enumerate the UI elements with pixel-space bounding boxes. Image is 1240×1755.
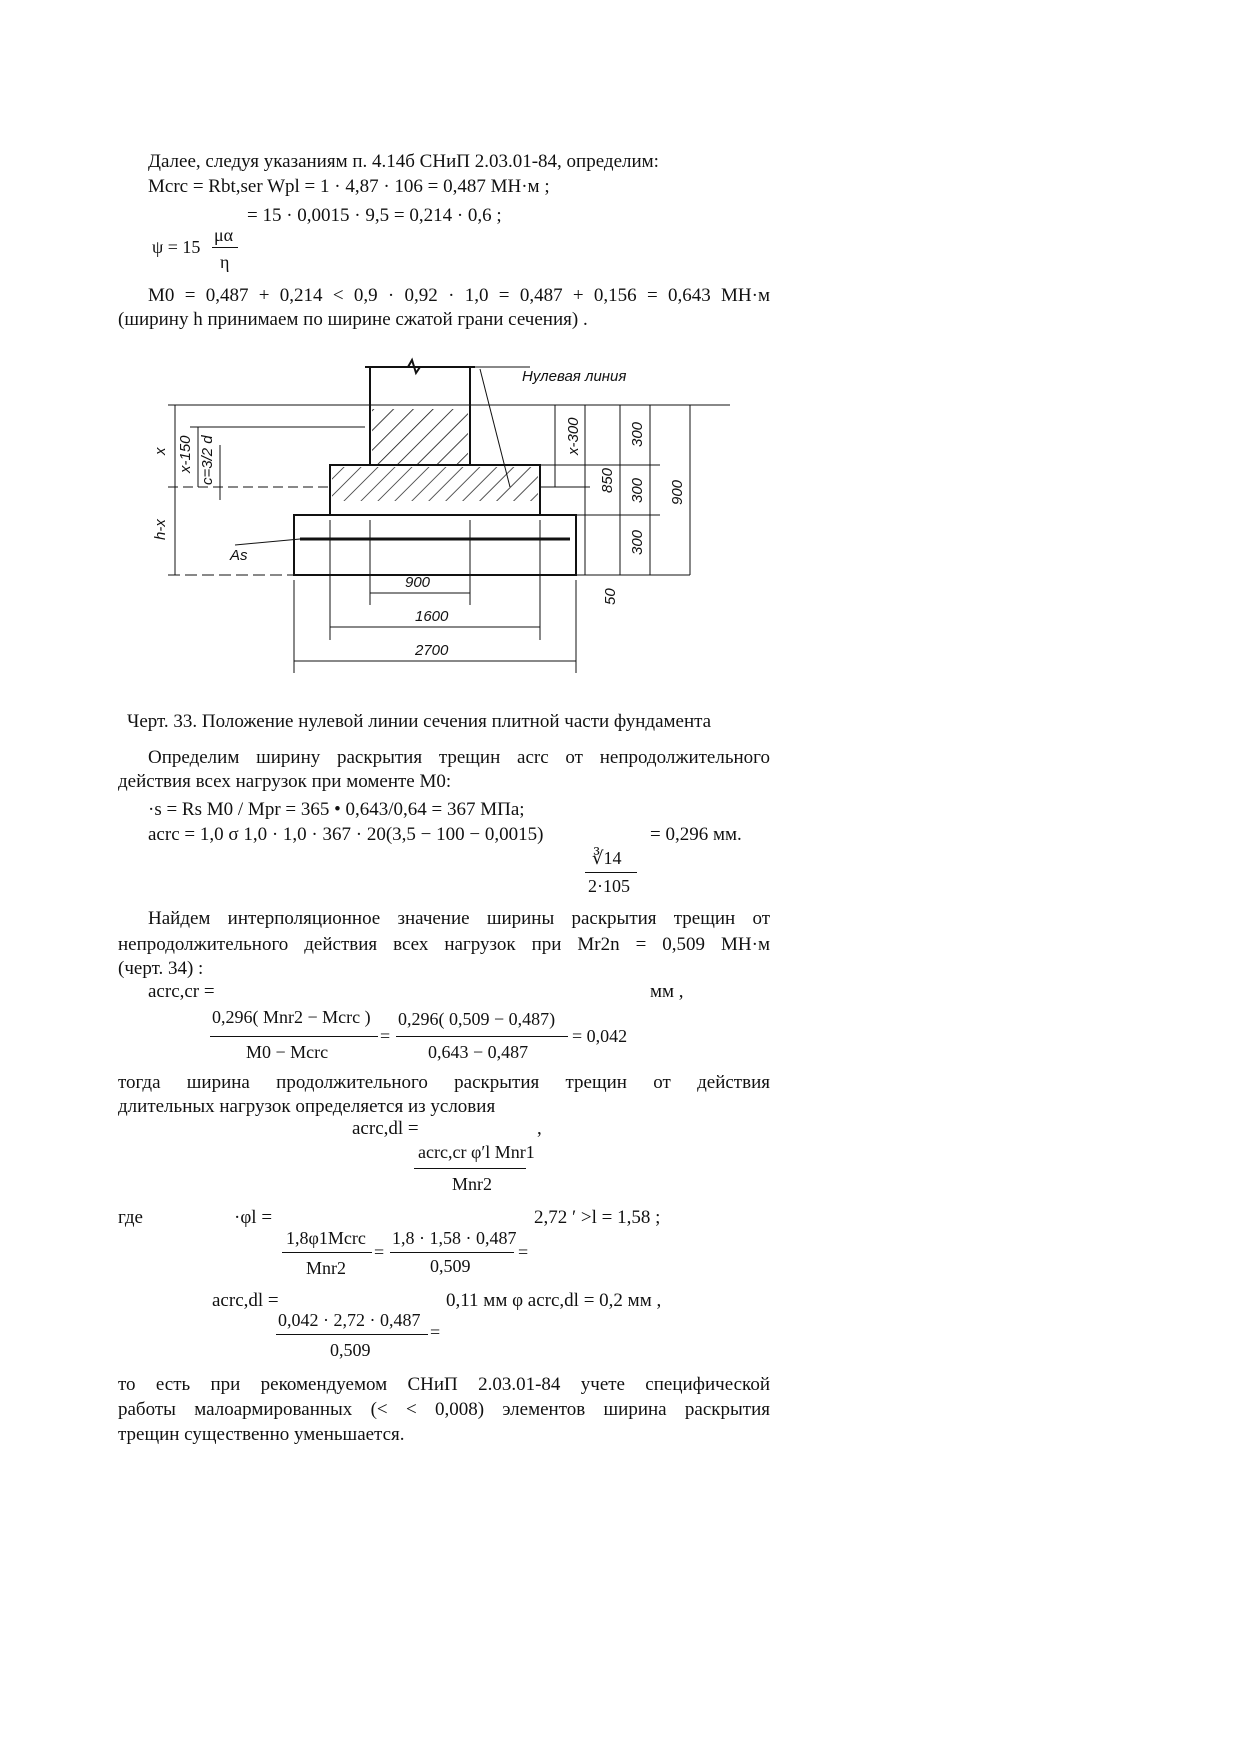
cbrt-denominator: 2·105: [588, 876, 630, 896]
column-compressed-zone: [372, 409, 468, 465]
mcrc-equation: Mcrc = Rbt,ser Wpl = 1 · 4,87 · 106 = 0,487 МН·м ;: [148, 176, 550, 197]
f3-numerator: acrc,cr φ′l Mnr1: [418, 1142, 535, 1162]
f5-fraction-bar: [390, 1252, 514, 1253]
psi-denominator: η: [220, 252, 230, 272]
dim-900-vertical-label: 900: [669, 479, 686, 505]
f4-numerator: 1,8φ1Mcrc: [286, 1228, 366, 1248]
dim-300-mid-label: 300: [629, 477, 646, 503]
f6-numerator: 0,042 · 2,72 · 0,487: [278, 1310, 421, 1330]
phi-result: 2,72 ′ >l = 1,58 ;: [534, 1207, 661, 1228]
dim-2700-label: 2700: [415, 642, 449, 659]
dim-x300-label: x-300: [565, 417, 582, 455]
f2-result: = 0,042: [572, 1026, 628, 1046]
middle-compressed-zone: [332, 467, 538, 501]
dim-300-top-label: 300: [629, 421, 646, 447]
f4-fraction-bar: [282, 1252, 372, 1253]
m0-line-2: (ширину h принимаем по ширине сжатой грани сечения) .: [118, 309, 588, 330]
f4-equals: =: [374, 1242, 385, 1262]
acrc-result: = 0,296 мм.: [650, 824, 742, 845]
f6-denominator: 0,509: [330, 1340, 371, 1360]
conclusion-line-2: работы малоармированных (< < 0,008) элементов ширина раскрытия: [118, 1399, 770, 1420]
foundation-section-drawing: [150, 355, 750, 685]
sigma-equation: ·s = Rs M0 / Mpr = 365 • 0,643/0,64 = 367 МПа;: [148, 799, 525, 820]
longterm-para-line-2: длительных нагрузок определяется из условия: [118, 1096, 496, 1117]
f2-numerator: 0,296( 0,509 − 0,487): [398, 1009, 556, 1029]
dim-x150-label: x-150: [177, 435, 194, 473]
acrccr-lhs: acrc,cr =: [148, 981, 215, 1002]
acrccr-unit: мм ,: [650, 981, 684, 1002]
f3-denominator: Mnr2: [452, 1174, 492, 1194]
interp-para-line-2: непродолжительного действия всех нагрузок при Mr2n = 0,509 МН·м: [118, 934, 770, 955]
acrcdl-lhs: acrc,dl =: [352, 1118, 419, 1139]
crack-para-line-2: действия всех нагрузок при моменте M0:: [118, 771, 452, 792]
interp-para-line-1: Найдем интерполяционное значение ширины раскрытия трещин от: [148, 908, 770, 929]
dim-850-label: 850: [599, 467, 616, 493]
conclusion-line-1: то есть при рекомендуемом СНиП 2.03.01-84 учете специфической: [118, 1374, 770, 1395]
dim-as-label: As: [230, 547, 248, 564]
dim-50-label: 50: [602, 588, 619, 605]
dim-c-label: c=3/2 d: [199, 435, 216, 485]
acrc-equation: acrc = 1,0 σ 1,0 · 1,0 · 367 · 20(3,5 − 100 − 0,0015): [148, 824, 544, 845]
acrcdl-comma: ,: [537, 1118, 542, 1139]
figure-caption: Черт. 33. Положение нулевой линии сечения плитной части фундамента: [127, 711, 712, 732]
phi-lhs: ·φl =: [234, 1207, 273, 1228]
f5-equals: =: [518, 1242, 529, 1262]
m0-line-1: M0 = 0,487 + 0,214 < 0,9 · 0,92 · 1,0 = 0,487 + 0,156 = 0,643 МН·м: [148, 285, 770, 306]
intro-text: Далее, следуя указаниям п. 4.14б СНиП 2.03.01-84, определим:: [148, 151, 659, 172]
bottom-slab: [294, 515, 576, 575]
f2-denominator: 0,643 − 0,487: [428, 1042, 529, 1062]
f1-numerator: 0,296( Mnr2 − Mcrc ): [212, 1007, 371, 1027]
dim-1600-label: 1600: [415, 608, 449, 625]
dim-hx-label: h-x: [152, 519, 169, 540]
f1-fraction-bar: [210, 1036, 378, 1037]
crack-para-line-1: Определим ширину раскрытия трещин acrc от непродолжительного: [148, 747, 770, 768]
null-line-label: Нулевая линия: [522, 368, 627, 385]
cbrt-numerator: ∛14: [592, 848, 622, 868]
acrcdl2-result: 0,11 мм φ acrc,dl = 0,2 мм ,: [446, 1290, 662, 1311]
psi-numerator: μα: [214, 225, 234, 245]
f5-numerator: 1,8 · 1,58 · 0,487: [392, 1228, 517, 1248]
dim-300-bottom-label: 300: [629, 529, 646, 555]
dim-x-label: x: [152, 447, 169, 455]
psi-fraction-bar: [212, 247, 238, 248]
psi-equation: ψ = 15: [152, 237, 201, 257]
dim-900-label: 900: [405, 574, 431, 591]
interp-para-line-3: (черт. 34) :: [118, 958, 204, 979]
cbrt-fraction-bar: [585, 872, 637, 873]
f2-fraction-bar: [396, 1036, 568, 1037]
acrcdl2-lhs: acrc,dl =: [212, 1290, 279, 1311]
f3-fraction-bar: [414, 1168, 526, 1169]
f5-denominator: 0,509: [430, 1256, 471, 1276]
coefficient-line: = 15 · 0,0015 · 9,5 = 0,214 · 0,6 ;: [247, 205, 502, 226]
f4-denominator: Mnr2: [306, 1258, 346, 1278]
conclusion-line-3: трещин существенно уменьшается.: [118, 1424, 405, 1445]
f6-fraction-bar: [276, 1334, 428, 1335]
f6-equals: =: [430, 1322, 441, 1342]
where-label: где: [118, 1207, 143, 1228]
longterm-para-line-1: тогда ширина продолжительного раскрытия трещин от действия: [118, 1072, 770, 1093]
f1-denominator: M0 − Mcrc: [246, 1042, 329, 1062]
f1-equals: =: [380, 1026, 391, 1046]
